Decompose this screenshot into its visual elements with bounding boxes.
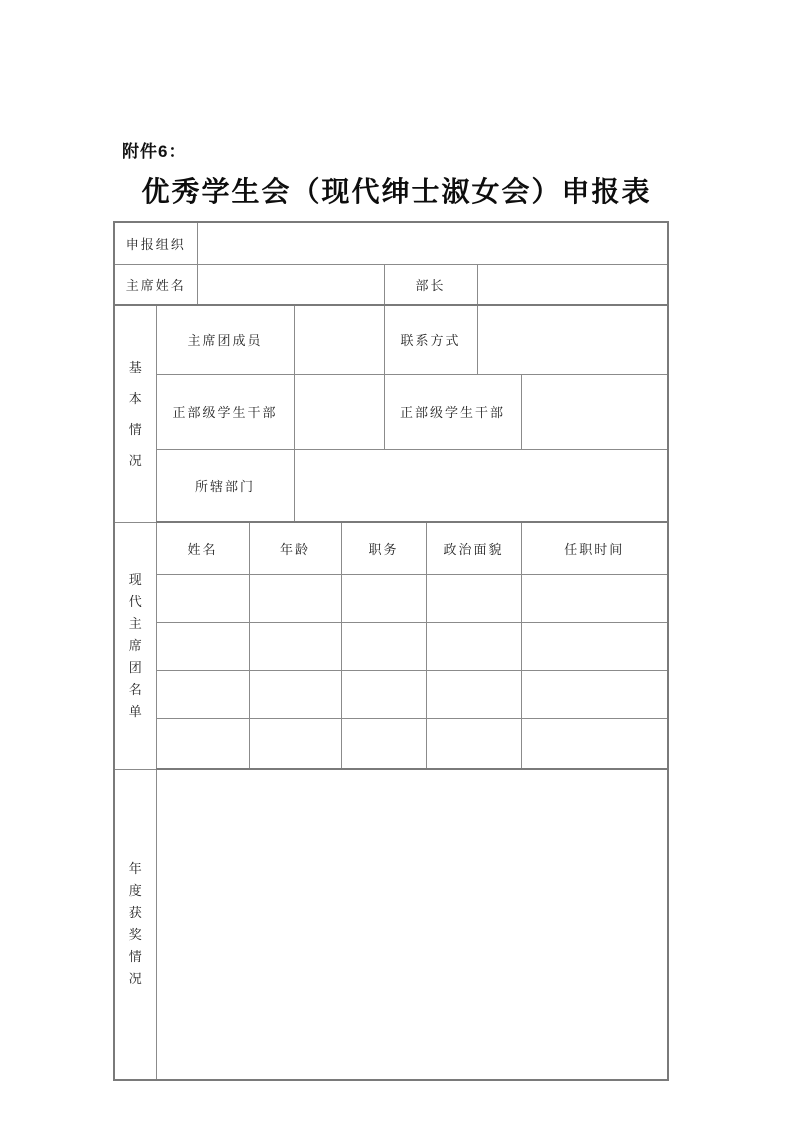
presidium-cell-term[interactable] bbox=[521, 622, 668, 670]
section-label-current-presidium-text: 现代主席团名单 bbox=[128, 571, 142, 719]
presidium-empty-row bbox=[114, 574, 668, 622]
input-department-level-cadres-1[interactable] bbox=[294, 374, 384, 449]
presidium-empty-row bbox=[114, 670, 668, 718]
input-declaring-organization[interactable] bbox=[197, 222, 668, 264]
application-form-table bbox=[113, 221, 669, 1081]
presidium-cell-term[interactable] bbox=[521, 574, 668, 622]
presidium-cell-political-status[interactable] bbox=[426, 622, 521, 670]
page-title: 优秀学生会（现代绅士淑女会）申报表 bbox=[141, 177, 652, 208]
label-contact-info: 联系方式 bbox=[384, 305, 477, 374]
label-declaring-organization: 申报组织 bbox=[114, 222, 197, 264]
presidium-cell-name[interactable] bbox=[156, 670, 249, 718]
presidium-cell-age[interactable] bbox=[249, 718, 341, 769]
presidium-cell-position[interactable] bbox=[341, 670, 426, 718]
input-chairman-name[interactable] bbox=[197, 264, 384, 305]
presidium-cell-age[interactable] bbox=[249, 574, 341, 622]
presidium-cell-position[interactable] bbox=[341, 622, 426, 670]
section-label-current-presidium bbox=[114, 522, 156, 769]
presidium-cell-name[interactable] bbox=[156, 574, 249, 622]
label-department-level-cadres-1: 正部级学生干部 bbox=[156, 374, 294, 449]
section-label-annual-awards bbox=[114, 769, 156, 1080]
input-annual-awards[interactable] bbox=[156, 769, 668, 1080]
presidium-cell-political-status[interactable] bbox=[426, 718, 521, 769]
presidium-cell-political-status[interactable] bbox=[426, 574, 521, 622]
label-department-level-cadres-2: 正部级学生干部 bbox=[384, 374, 521, 449]
input-department-level-cadres-2[interactable] bbox=[521, 374, 668, 449]
section-label-basic-info-text: 基本情况 bbox=[128, 359, 142, 468]
presidium-empty-row bbox=[114, 622, 668, 670]
attachment-label: 附件6： bbox=[122, 142, 187, 161]
column-header-political-status: 政治面貌 bbox=[426, 522, 521, 574]
column-header-position: 职务 bbox=[341, 522, 426, 574]
presidium-cell-position[interactable] bbox=[341, 718, 426, 769]
label-minister: 部长 bbox=[384, 264, 477, 305]
presidium-cell-name[interactable] bbox=[156, 622, 249, 670]
section-label-annual-awards-text: 年度获奖情况 bbox=[128, 861, 142, 987]
presidium-empty-row bbox=[114, 718, 668, 769]
input-subordinate-departments[interactable] bbox=[294, 449, 668, 522]
input-presidium-members[interactable] bbox=[294, 305, 384, 374]
section-label-basic-info bbox=[114, 305, 156, 522]
presidium-cell-age[interactable] bbox=[249, 622, 341, 670]
presidium-cell-political-status[interactable] bbox=[426, 670, 521, 718]
column-header-term: 任职时间 bbox=[521, 522, 668, 574]
presidium-cell-term[interactable] bbox=[521, 670, 668, 718]
column-header-name: 姓名 bbox=[156, 522, 249, 574]
label-chairman-name: 主席姓名 bbox=[114, 264, 197, 305]
input-contact-info[interactable] bbox=[477, 305, 668, 374]
presidium-cell-term[interactable] bbox=[521, 718, 668, 769]
label-presidium-members: 主席团成员 bbox=[156, 305, 294, 374]
presidium-cell-name[interactable] bbox=[156, 718, 249, 769]
presidium-cell-age[interactable] bbox=[249, 670, 341, 718]
input-minister[interactable] bbox=[477, 264, 668, 305]
presidium-cell-position[interactable] bbox=[341, 574, 426, 622]
column-header-age: 年龄 bbox=[249, 522, 341, 574]
label-subordinate-departments: 所辖部门 bbox=[156, 449, 294, 522]
